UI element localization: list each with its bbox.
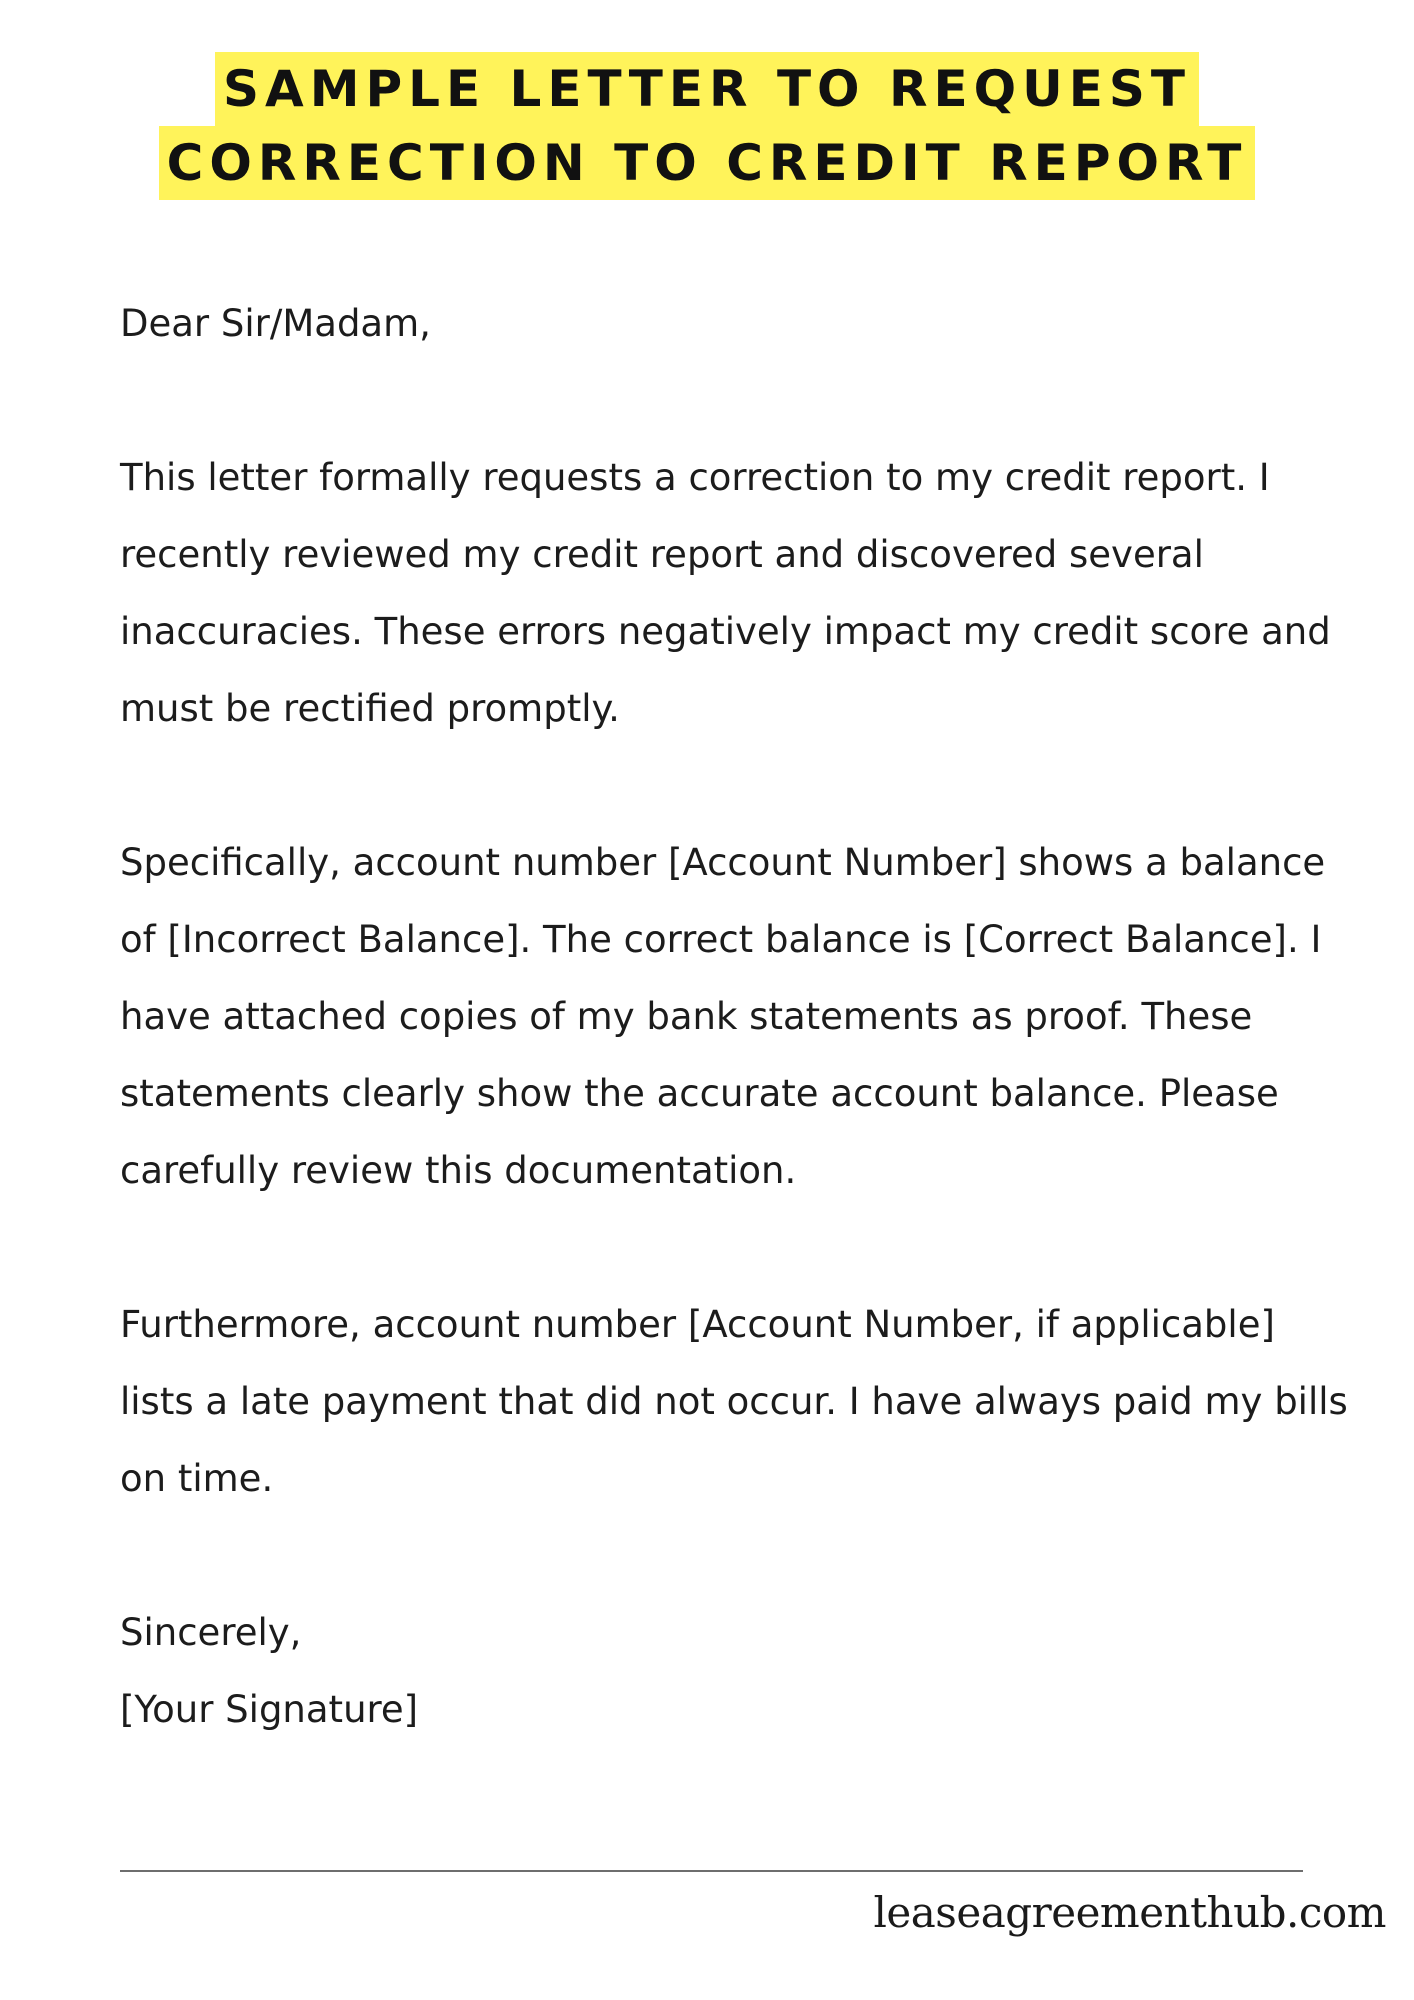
title-line-2: CORRECTION TO CREDIT REPORT (159, 126, 1256, 200)
page-title (0, 52, 1414, 200)
paragraph-intro: This letter formally requests a correction to my credit report. I recently reviewed my credit report and discovered several inaccuracies. These errors negatively impact my credit score and must be rectified promptly. (120, 456, 1331, 730)
footer-divider (120, 1870, 1303, 1872)
website-footer: leaseagreementhub.com (873, 1888, 1386, 1937)
title-line-1: SAMPLE LETTER TO REQUEST (215, 52, 1199, 126)
signature: [Your Signature] (120, 1688, 419, 1731)
paragraph-balance: Specifically, account number [Account Number] shows a balance of [Incorrect Balance]. The correct balance is [Correct Balance]. I have attached copies of my bank statements as proof. These statements clearly show the accurate account balance. Please carefully review this documentation. (120, 841, 1326, 1192)
salutation: Dear Sir/Madam, (120, 302, 431, 345)
letter-body (120, 285, 1350, 1748)
paragraph-late-payment: Furthermore, account number [Account Number, if applicable] lists a late payment that did not occur. I have always paid my bills on time. (120, 1303, 1348, 1500)
closing: Sincerely, (120, 1611, 302, 1654)
